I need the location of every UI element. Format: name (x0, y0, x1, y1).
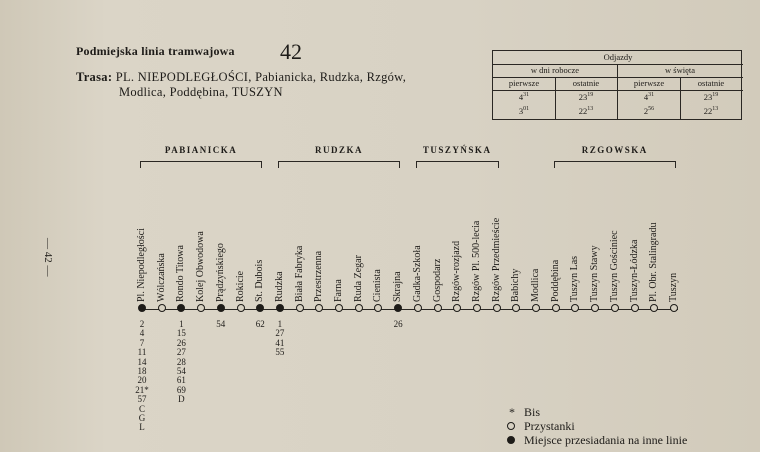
transfer-lines (171, 320, 191, 405)
line-number-label: 14 (137, 356, 147, 367)
legend-transfer (506, 433, 687, 447)
line-number-label: 54 (216, 319, 226, 329)
line-number-label: 20 (137, 375, 147, 386)
transfer-stop-icon (217, 304, 225, 312)
col-header: pierwsze (508, 78, 540, 88)
stop-name: Tuszyn (667, 272, 679, 302)
line-number-label: C (138, 403, 145, 414)
legend-stop-label: Przystanki (524, 419, 575, 433)
page-title: Podmiejska linia tramwajowa (76, 44, 235, 58)
asterisk-icon: * (509, 405, 515, 419)
stop-icon (670, 304, 678, 312)
transfer-stop-icon (276, 304, 284, 312)
stop-name: Cienista (372, 269, 384, 302)
route-text-1: PL. NIEPODLEGŁOŚCI, Pabianicka, Rudzka, Rzgów, (115, 70, 407, 84)
departure-time: $23^{19}$ (703, 92, 719, 102)
stop-name: Pl. Niepodległości (136, 228, 147, 302)
group-workdays: w dni robocze (530, 65, 580, 75)
transfer-lines (388, 320, 408, 329)
col-header: ostatnie (572, 78, 600, 88)
stop-name: Modlica (530, 268, 541, 302)
route-text-2: Modlica, Poddębina, TUSZYN (119, 85, 283, 99)
stop-name: Rokicie (234, 270, 246, 302)
stop-name: Rudzka (273, 271, 285, 302)
route-line-1 (76, 70, 406, 85)
stop-name: Wólczańska (155, 253, 167, 302)
transfer-lines (250, 320, 270, 329)
stop-name: Tuszyn Gościniec (608, 230, 620, 302)
stop-name: Prądzyńskiego (214, 243, 226, 302)
stop-name: Rondo Titowa (175, 245, 187, 302)
stop-name: Przestrzenna (313, 250, 325, 302)
legend-stop (506, 419, 687, 433)
departure-time: $4^{31}$ (643, 92, 655, 102)
street-label: RUDZKA (314, 145, 363, 155)
stop-name: Skrajna (392, 271, 404, 302)
line-number-label: 7 (139, 337, 145, 348)
stop-name: Kolej Obwodowa (195, 231, 207, 302)
departure-time: $4^{31}$ (518, 92, 530, 102)
street-label: PABIANICKA (164, 145, 238, 155)
line-number-label: L (139, 422, 145, 433)
stop-icon (552, 304, 560, 312)
line-number-label: 18 (137, 366, 147, 377)
stop-name: Biała Fabryka (293, 245, 305, 302)
line-number: 42 (280, 39, 302, 64)
transfer-lines (270, 320, 290, 358)
departures-title: Odjazdy (603, 52, 633, 62)
line-number-label: 26 (176, 337, 186, 348)
street-label: RZGOWSKA (581, 145, 648, 155)
departure-time: $23^{19}$ (578, 92, 594, 102)
route-line-2 (119, 85, 283, 100)
stop-name: Tuszyn Las (569, 255, 581, 302)
stop-name: Rzgów-rozjazd (451, 240, 463, 302)
page-number: — 42 — (42, 238, 54, 277)
departure-time: $22^{13}$ (703, 106, 719, 116)
stop-icon (631, 304, 639, 312)
line-number-label: 15 (176, 328, 186, 339)
street-bracket (278, 161, 400, 168)
departure-time: $3^{01}$ (518, 106, 530, 116)
route-label: Trasa: (76, 70, 113, 84)
stop-icon (493, 304, 501, 312)
stop-icon (473, 304, 481, 312)
stop-icon (335, 304, 343, 312)
departure-time: $22^{13}$ (578, 106, 594, 116)
stop-name: Gadka-Szkoła (411, 245, 423, 302)
stop-name: Babichy (510, 268, 522, 302)
line-number-label: 54 (176, 366, 186, 377)
departures-table (492, 50, 742, 120)
stop-icon (158, 304, 166, 312)
line-number-label: 4 (139, 328, 145, 339)
stop-name: Tuszyn Stawy (589, 245, 601, 302)
line-number-label: 55 (275, 347, 285, 358)
legend-transfer-label: Miejsce przesiadania na inne linie (524, 433, 688, 447)
street-bracket (554, 161, 676, 168)
line-number-label: 21* (135, 384, 149, 395)
stop-name: Farna (333, 279, 344, 302)
line-number-label: 11 (137, 347, 147, 358)
stop-icon (414, 304, 422, 312)
col-header: ostatnie (697, 78, 725, 88)
legend-bis (506, 405, 687, 419)
legend (506, 405, 687, 447)
transfer-lines (211, 320, 231, 329)
legend-bis-label: Bis (524, 405, 541, 419)
line-number-label: 27 (275, 328, 285, 339)
line-number-label: G (138, 413, 146, 424)
stop-name: Rzgów Pl. 500-lecia (470, 220, 482, 302)
street-bracket (140, 161, 262, 168)
stop-name: Ruda Zegar (352, 255, 364, 302)
stop-name: St. Dubois (254, 259, 266, 302)
transfer-stop-icon (138, 304, 146, 312)
stop-icon (532, 304, 540, 312)
line-number-label: 62 (255, 319, 265, 329)
line-number-label: 57 (137, 394, 147, 405)
line-number-label: 69 (176, 384, 186, 395)
transfer-lines (132, 320, 152, 433)
open-circle-icon (507, 422, 515, 430)
line-number-label: 1 (179, 319, 184, 329)
stop-name: Gospodarz (431, 258, 443, 302)
stop-name: Rzgów Przedmieście (490, 217, 502, 302)
line-number-label: 41 (275, 337, 285, 348)
stop-icon (237, 304, 245, 312)
stop-name: Tuszyn-Łódzka (628, 239, 640, 302)
line-number-label: 27 (176, 347, 186, 358)
line-number-label: D (178, 394, 185, 405)
col-header: pierwsze (633, 78, 665, 88)
street-bracket (416, 161, 499, 168)
stop-icon (355, 304, 363, 312)
departure-time: $2^{56}$ (643, 106, 655, 116)
line-number-label: 2 (139, 319, 145, 329)
stop-name: Pl. Obr. Stalingradu (648, 222, 660, 302)
line-number-label: 61 (176, 375, 186, 386)
filled-circle-icon (507, 436, 515, 444)
line-number-label: 26 (393, 319, 403, 329)
line-number-label: 1 (277, 319, 283, 329)
group-holidays: w święta (665, 65, 695, 75)
line-number-label: 28 (176, 356, 186, 367)
stop-name: Poddębina (549, 259, 561, 302)
stop-icon (611, 304, 619, 312)
street-label: TUSZYŃSKA (422, 145, 492, 155)
stop-icon (434, 304, 442, 312)
stop-icon (296, 304, 304, 312)
